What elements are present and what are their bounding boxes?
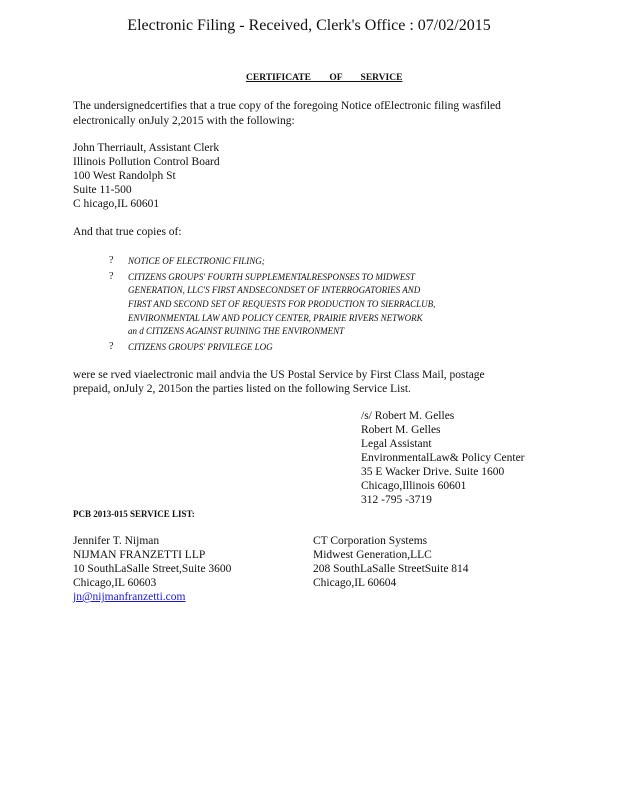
document-item-responses-line: an d CITIZENS AGAINST RUINING THE ENVIRONMENT <box>128 326 345 336</box>
service-left-email-link[interactable]: jn@nijmanfranzetti.com <box>73 591 186 603</box>
document-item-responses-line: GENERATION, LLC'S FIRST ANDSECONDSET OF INTERROGATORIES AND <box>128 285 421 295</box>
recipient-suite: Suite 11-500 <box>73 184 132 196</box>
certificate-title: CERTIFICATE OF SERVICE <box>246 73 403 83</box>
bullet-icon: ? <box>109 271 114 282</box>
recipient-street: 100 West Randolph St <box>73 170 176 182</box>
service-right-city: Chicago,IL 60604 <box>313 577 397 589</box>
page-header: Electronic Filing - Received, Clerk's Office : 07/02/2015 <box>127 17 491 34</box>
document-item-responses-line: CITIZENS GROUPS' FOURTH SUPPLEMENTALRESPONSES TO MIDWEST <box>128 272 415 282</box>
service-left-city: Chicago,IL 60603 <box>73 577 157 589</box>
signer-name: Robert M. Gelles <box>361 424 441 436</box>
served-line-2: prepaid, onJuly 2, 2015on the parties listed on the following Service List. <box>73 383 411 395</box>
bullet-icon: ? <box>109 341 114 352</box>
signer-org: EnvironmentalLaw& Policy Center <box>361 452 525 464</box>
signer-title: Legal Assistant <box>361 438 432 450</box>
service-list-label: PCB 2013-015 SERVICE LIST: <box>73 509 195 519</box>
document-item-responses-line: FIRST AND SECOND SET OF REQUESTS FOR PRODUCTION TO SIERRACLUB, <box>128 299 436 309</box>
service-left-name: Jennifer T. Nijman <box>73 535 160 547</box>
document-item-privilege-log: CITIZENS GROUPS' PRIVILEGE LOG <box>128 342 273 352</box>
intro-line-2: electronically onJuly 2,2015 with the following: <box>73 115 295 127</box>
signer-phone: 312 -795 -3719 <box>361 494 432 506</box>
service-right-org: Midwest Generation,LLC <box>313 549 432 561</box>
service-right-name: CT Corporation Systems <box>313 535 428 547</box>
document-item-notice: NOTICE OF ELECTRONIC FILING; <box>128 256 265 266</box>
bullet-icon: ? <box>109 255 114 266</box>
signer-street: 35 E Wacker Drive. Suite 1600 <box>361 466 505 478</box>
recipient-org: Illinois Pollution Control Board <box>73 156 220 168</box>
service-left-street: 10 SouthLaSalle Street,Suite 3600 <box>73 563 232 575</box>
service-right-street: 208 SouthLaSalle StreetSuite 814 <box>313 563 469 575</box>
recipient-city: C hicago,IL 60601 <box>73 198 160 210</box>
signature-line: /s/ Robert M. Gelles <box>361 410 455 422</box>
recipient-name: John Therriault, Assistant Clerk <box>73 142 220 154</box>
served-line-1: were se rved viaelectronic mail andvia the US Postal Service by First Class Mail, postage <box>73 369 485 381</box>
service-left-firm: NIJMAN FRANZETTI LLP <box>73 549 206 561</box>
signer-city: Chicago,Illinois 60601 <box>361 480 467 492</box>
and-that-text: And that true copies of: <box>73 226 182 238</box>
document-item-responses-line: ENVIRONMENTAL LAW AND POLICY CENTER, PRAIRIE RIVERS NETWORK <box>128 313 423 323</box>
intro-line-1: The undersignedcertifies that a true copy of the foregoing Notice ofElectronic filing wasfiled <box>73 100 501 112</box>
